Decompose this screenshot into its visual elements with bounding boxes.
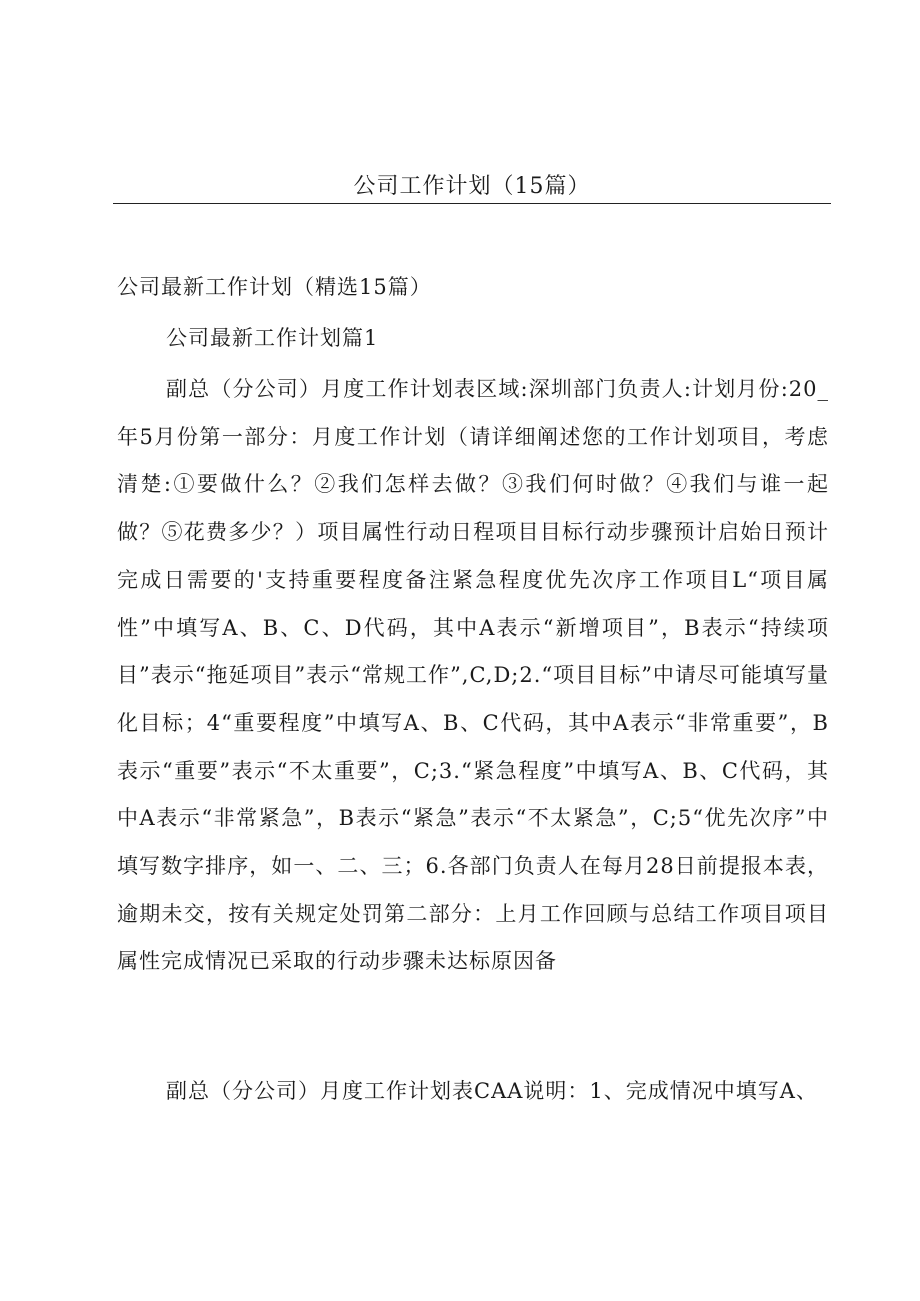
section-heading: 公司最新工作计划篇1 (166, 326, 379, 350)
document-subtitle: 公司最新工作计划（精选15篇） (117, 275, 432, 299)
title-underline-divider (113, 203, 831, 204)
body-paragraph-2: 副总（分公司）月度工作计划表CAA说明：1、完成情况中填写A、 (166, 1079, 818, 1103)
body-paragraph-1: 副总（分公司）月度工作计划表区域:深圳部门负责人:计划月份:20_年5月份第一部分：月度工作计划（请详细阐述您的工作计划项目，考虑清楚:①要做什么？②我们怎样去做？③我们何时做？④我们与谁一起做？⑤花费多少？）项目属性行动日程项目目标行动步骤预计启始日预计完成日需要的'支持重要程度备注紧急程度优先次序工作项目L“项目属性”中填写A、B、C、D代码，其中A表示“新增项目”，B表示“持续项目”表示“拖延项目”表示“常规工作”,C,D;2.“项目目标”中请尽可能填写量化目标；4“重要程度”中填写A、B、C代码，其中A表示“非常重要”，B表示“重要”表示“不太重要”，C;3.“紧急程度”中填写A、B、C代码，其中A表示“非常紧急”，B表示“紧急”表示“不太紧急”，C;5“优先次序”中填写数字排序，如一、二、三；6.各部门负责人在每月28日前提报本表，逾期未交，按有关规定处罚第二部分：上月工作回顾与总结工作项目项目属性完成情况已采取的行动步骤未达标原因备 (117, 377, 829, 974)
document-title: 公司工作计划（15篇） (353, 174, 591, 199)
